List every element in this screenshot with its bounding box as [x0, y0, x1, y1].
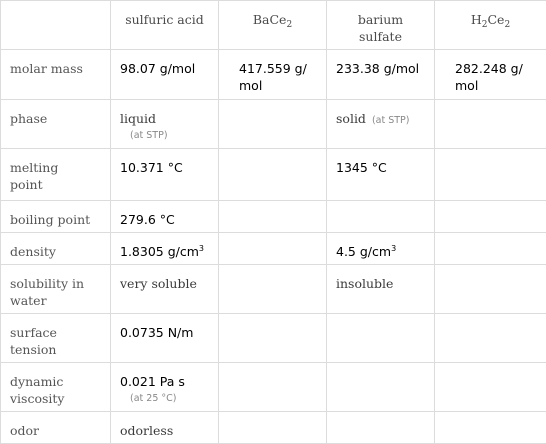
- row-label-solubility: solubility in water: [1, 265, 111, 314]
- cell-boiling-point-sulfuric-acid: 279.6 °C: [111, 201, 219, 233]
- cell-odor-barium-sulfate: [327, 412, 435, 444]
- cell-boiling-point-barium-sulfate: [327, 201, 435, 233]
- cell-molar-mass-bace2: 417.559 g/ mol: [219, 50, 327, 100]
- cell-molar-mass-barium-sulfate: 233.38 g/mol: [327, 50, 435, 100]
- header-row: [1, 1, 546, 50]
- row-solubility: [1, 265, 546, 314]
- barium-sulfate-line-2: sulfate: [336, 28, 425, 45]
- row-odor: [1, 412, 546, 444]
- barium-sulfate-line-1: barium: [336, 11, 425, 28]
- column-header-barium-sulfate: [327, 1, 435, 50]
- row-molar-mass: [1, 50, 546, 100]
- cell-phase-sulfuric-acid: liquid (at STP): [111, 100, 219, 149]
- cell-density-sulfuric-acid: 1.8305 $g/cm^3$: [111, 233, 219, 265]
- row-phase: [1, 100, 546, 149]
- cell-surface-tension-barium-sulfate: [327, 314, 435, 363]
- cell-melting-point-sulfuric-acid: 10.371 °C: [111, 149, 219, 201]
- h2ce2-ce: Ce: [487, 12, 504, 27]
- cell-melting-point-h2ce2: [435, 149, 546, 201]
- cell-molar-mass-h2ce2: 282.248 g/ mol: [435, 50, 546, 100]
- row-label-melting-point: melting point: [1, 149, 111, 201]
- cell-phase-bace2: [219, 100, 327, 149]
- row-boiling-point: [1, 201, 546, 233]
- cell-boiling-point-h2ce2: [435, 201, 546, 233]
- row-dynamic-viscosity: [1, 363, 546, 412]
- column-header-h2ce2: [435, 1, 546, 50]
- viscosity-note: (at 25 °C): [120, 392, 209, 405]
- cell-surface-tension-sulfuric-acid: 0.0735 N/m: [111, 314, 219, 363]
- cell-odor-bace2: [219, 412, 327, 444]
- row-label-odor: odor: [1, 412, 111, 444]
- h2ce2-sub2: 2: [504, 20, 510, 30]
- h2ce2-sub1: 2: [482, 20, 488, 30]
- row-surface-tension: [1, 314, 546, 363]
- cell-surface-tension-h2ce2: [435, 314, 546, 363]
- cell-dynamic-viscosity-barium-sulfate: [327, 363, 435, 412]
- cell-dynamic-viscosity-h2ce2: [435, 363, 546, 412]
- cell-odor-h2ce2: [435, 412, 546, 444]
- cell-melting-point-bace2: [219, 149, 327, 201]
- row-label-dynamic-viscosity: dynamic viscosity: [1, 363, 111, 412]
- bace2-base: BaCe: [253, 12, 287, 27]
- cell-boiling-point-bace2: [219, 201, 327, 233]
- cell-odor-sulfuric-acid: odorless: [111, 412, 219, 444]
- row-label-phase: phase: [1, 100, 111, 149]
- phase-note-barium-sulfate: (at STP): [366, 115, 410, 126]
- row-label-density: density: [1, 233, 111, 265]
- row-label-surface-tension: surface tension: [1, 314, 111, 363]
- bace2-subscript: 2: [286, 20, 292, 30]
- cell-dynamic-viscosity-sulfuric-acid: 0.021 Pa s (at 25 °C): [111, 363, 219, 412]
- cell-molar-mass-sulfuric-acid: 98.07 g/mol: [111, 50, 219, 100]
- cell-melting-point-barium-sulfate: 1345 °C: [327, 149, 435, 201]
- cell-solubility-h2ce2: [435, 265, 546, 314]
- cell-density-barium-sulfate: 4.5 $g/cm^3$: [327, 233, 435, 265]
- cell-density-bace2: [219, 233, 327, 265]
- row-density: [1, 233, 546, 265]
- cell-dynamic-viscosity-bace2: [219, 363, 327, 412]
- cell-solubility-sulfuric-acid: very soluble: [111, 265, 219, 314]
- column-header-bace2: [219, 1, 327, 50]
- row-label-boiling-point: boiling point: [1, 201, 111, 233]
- cell-phase-h2ce2: [435, 100, 546, 149]
- row-label-molar-mass: molar mass: [1, 50, 111, 100]
- cell-surface-tension-bace2: [219, 314, 327, 363]
- cell-phase-barium-sulfate: solid (at STP): [327, 100, 435, 149]
- phase-note-sulfuric-acid: (at STP): [120, 129, 209, 142]
- h2ce2-h: H: [471, 12, 482, 27]
- row-melting-point: [1, 149, 546, 201]
- cell-solubility-bace2: [219, 265, 327, 314]
- column-header-sulfuric-acid: sulfuric acid: [111, 1, 219, 50]
- cell-solubility-barium-sulfate: insoluble: [327, 265, 435, 314]
- corner-cell: [1, 1, 111, 50]
- cell-density-h2ce2: [435, 233, 546, 265]
